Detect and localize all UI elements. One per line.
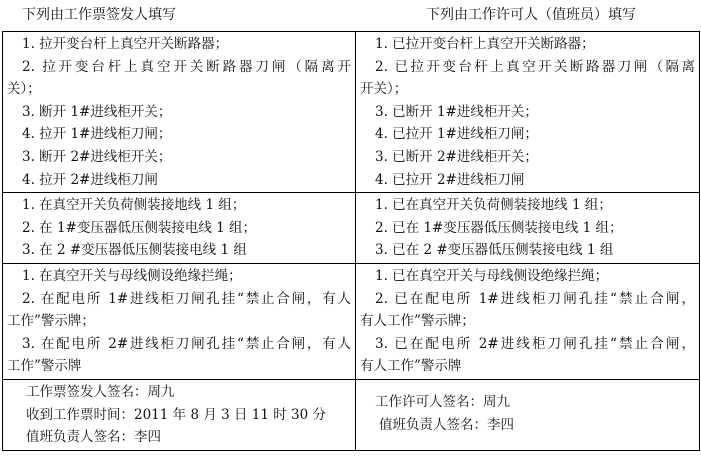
list-item: 3. 已在 2 #变压器低压侧装接电线 1 组 [375, 242, 614, 259]
list-item: 1. 已在真空开关与母线侧设绝缘拦绳； [375, 267, 609, 284]
table-row-switching [3, 32, 700, 193]
list-item-continuation: 有人工作”警示牌 [360, 358, 462, 375]
right-cell-signs [356, 263, 700, 379]
list-item-continuation: 有人工作”警示牌； [360, 313, 475, 330]
list-item: 2. 已在 1#变压器低压侧装接电线 1 组； [375, 219, 623, 236]
duty-leader-signature: 值班负责人签名：李四 [26, 429, 161, 446]
right-cell-signatures [356, 379, 700, 450]
list-item-continuation: 工作”警示牌 [7, 358, 82, 375]
permit-signature: 工作许可人签名：周九 [375, 393, 510, 410]
list-item: 4. 拉开 2#进线柜刀闸 [22, 171, 158, 188]
list-item: 3. 已断开 2#进线柜开关； [375, 148, 538, 165]
ticket-received-time: 收到工作票时间：2011 年 8 月 3 日 11 时 30 分 [26, 406, 327, 423]
left-cell-switching [3, 32, 356, 193]
list-item: 3. 在 2 #变压器低压侧装接电线 1 组 [22, 242, 247, 259]
left-cell-signatures [3, 379, 356, 450]
list-item: 2. 在配电所 1#进线柜刀闸孔挂“禁止合闸，有人 [22, 290, 351, 307]
duty-leader-signature: 值班负责人签名：李四 [379, 416, 514, 433]
list-item: 1. 拉开变台杆上真空开关断路器； [22, 36, 229, 52]
table-row-signatures [3, 379, 700, 450]
left-cell-signs [3, 263, 356, 379]
list-item: 2. 拉开变台杆上真空开关断路器刀闸（隔离开 [22, 58, 351, 75]
table-row-grounding [3, 193, 700, 264]
list-item: 2. 已拉开变台杆上真空开关断路器刀闸（隔离 [375, 58, 695, 75]
right-column-header: 下列由工作许可人（值班员）填写 [426, 7, 636, 23]
list-item-continuation: 工作”警示牌； [7, 313, 95, 330]
list-item-continuation: 关）； [7, 81, 41, 98]
left-cell-grounding [3, 193, 356, 264]
list-item: 1. 已在真空开关负荷侧装接地线 1 组； [375, 197, 612, 214]
right-cell-grounding [356, 193, 700, 264]
work-ticket-table [2, 31, 700, 451]
table-row-signs [3, 263, 700, 379]
list-item: 4. 已拉开 2#进线柜刀闸 [375, 171, 525, 188]
list-item: 4. 已拉开 1#进线柜刀闸； [375, 126, 538, 143]
list-item: 3. 已断开 1#进线柜开关； [375, 103, 538, 120]
left-column-header: 下列由工作票签发人填写 [22, 7, 176, 23]
list-item: 1. 在真空开关负荷侧装接地线 1 组； [22, 197, 246, 214]
list-item: 3. 已在配电所 2#进线柜刀闸孔挂“禁止合闸， [375, 335, 695, 352]
list-item: 1. 在真空开关与母线侧设绝缘拦绳； [22, 267, 242, 284]
list-item: 1. 已拉开变台杆上真空开关断路器； [375, 36, 595, 52]
list-item: 3. 断开 1#进线柜开关； [22, 103, 172, 120]
right-cell-switching [356, 32, 700, 193]
list-item-continuation: 开关）； [360, 81, 408, 98]
list-item: 3. 在配电所 2#进线柜刀闸孔挂“禁止合闸，有人 [22, 335, 351, 352]
list-item: 4. 拉开 1#进线柜刀闸； [22, 126, 172, 143]
list-item: 3. 断开 2#进线柜开关； [22, 148, 172, 165]
list-item: 2. 已在配电所 1#进线柜刀闸孔挂“禁止合闸， [375, 290, 695, 307]
list-item: 2. 在 1#变压器低压侧装接电线 1 组； [22, 219, 257, 236]
issuer-signature: 工作票签发人签名：周九 [26, 383, 175, 400]
